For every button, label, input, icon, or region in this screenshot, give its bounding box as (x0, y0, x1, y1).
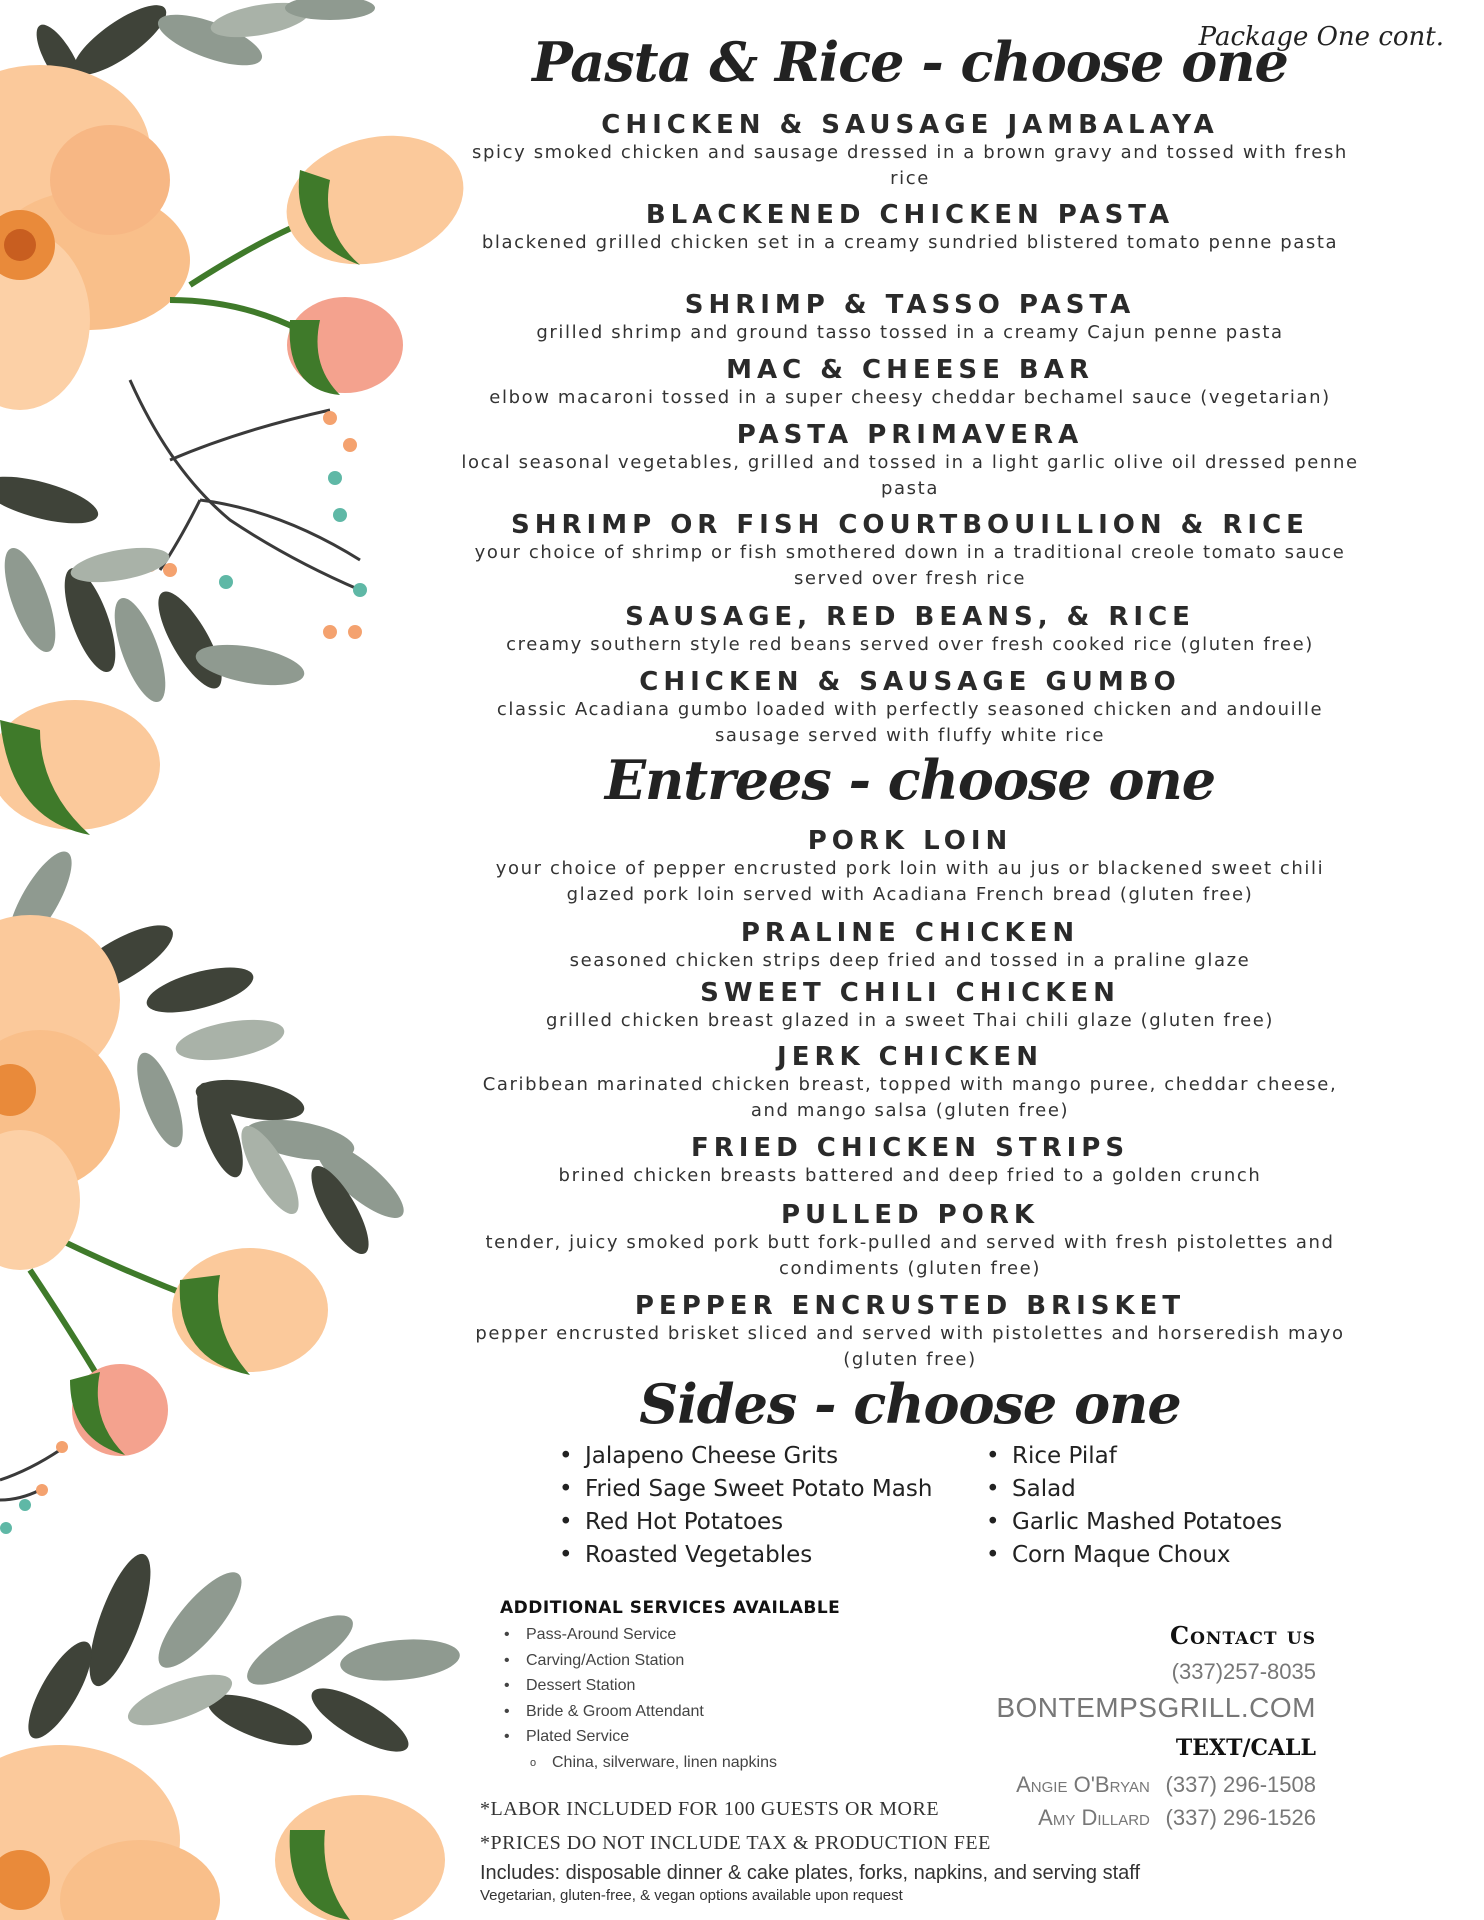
service-item: • Dessert Station (526, 1673, 920, 1699)
sides-column-left (555, 1440, 932, 1572)
side-item: • Rice Pilaf (982, 1440, 1282, 1473)
item-name: CHICKEN & SAUSAGE JAMBALAYA (601, 110, 1219, 140)
menu-item (410, 200, 1410, 256)
sides-column-right (982, 1440, 1282, 1572)
item-name: JERK CHICKEN (777, 1042, 1043, 1072)
menu-item (410, 1133, 1410, 1189)
package-note: Package One cont. (1198, 22, 1444, 52)
item-name: SWEET CHILI CHICKEN (700, 978, 1120, 1008)
additional-services-title: ADDITIONAL SERVICES AVAILABLE (500, 1598, 841, 1618)
item-description: seasoned chicken strips deep fried and tossed in a praline glaze (569, 950, 1251, 971)
item-name: SHRIMP & TASSO PASTA (684, 290, 1136, 320)
item-description: pepper encrusted brisket sliced and served with pistolettes and horseredish mayo (gluten free) (475, 1323, 1345, 1370)
additional-services (500, 1598, 920, 1775)
labor-note: *LABOR INCLUDED FOR 100 GUESTS OR MORE (480, 1798, 940, 1820)
item-description: Caribbean marinated chicken breast, topped with mango puree, cheddar cheese, and mango salsa (gluten free) (482, 1074, 1338, 1121)
leaf-cluster-mid (0, 467, 307, 708)
menu-item (410, 667, 1410, 749)
item-name: SHRIMP OR FISH COURTBOUILLION & RICE (511, 510, 1309, 540)
sides-list (555, 1440, 1355, 1580)
item-name: PEPPER ENCRUSTED BRISKET (634, 1291, 1186, 1321)
item-name: PRALINE CHICKEN (740, 918, 1080, 948)
bud-lower (172, 1248, 328, 1375)
berry-twigs-lower (0, 1450, 60, 1500)
menu-item (410, 290, 1410, 346)
contact-person-name: Amy Dillard (1038, 1805, 1150, 1830)
menu-item (410, 602, 1410, 658)
section-heading-entrees: Entrees - choose one (604, 748, 1216, 812)
side-item: • Fried Sage Sweet Potato Mash (555, 1473, 932, 1506)
service-sub-item: o China, silverware, linen napkins (526, 1750, 920, 1776)
item-name: PORK LOIN (807, 826, 1013, 856)
side-item: • Salad (982, 1473, 1282, 1506)
item-description: grilled chicken breast glazed in a sweet Thai chili glaze (gluten free) (545, 1010, 1275, 1031)
additional-services-list (500, 1622, 920, 1775)
contact-title: Contact us (1170, 1621, 1316, 1650)
flower-large-middle (0, 915, 120, 1270)
item-name: PASTA PRIMAVERA (736, 420, 1084, 450)
item-name: PULLED PORK (780, 1200, 1040, 1230)
item-description: tender, juicy smoked pork butt fork-pulled and served with fresh pistolettes and condiments (gluten free) (485, 1232, 1335, 1279)
contact-person (956, 1801, 1316, 1834)
dietary-note: Vegetarian, gluten-free, & vegan options available upon request (480, 1887, 903, 1904)
menu-item (410, 1200, 1410, 1282)
prices-note: *PRICES DO NOT INCLUDE TAX & PRODUCTION FEE (480, 1832, 991, 1854)
menu-item (410, 510, 1410, 592)
menu-item (410, 918, 1410, 974)
menu-item (410, 420, 1410, 502)
berries-lower (0, 1441, 68, 1534)
item-name: FRIED CHICKEN STRIPS (690, 1133, 1130, 1163)
menu-item (410, 1042, 1410, 1124)
side-item: • Red Hot Potatoes (555, 1506, 932, 1539)
service-item: • Bride & Groom Attendant (526, 1699, 920, 1725)
item-description: spicy smoked chicken and sausage dressed in a brown gravy and tossed with fresh rice (472, 142, 1348, 189)
item-description: brined chicken breasts battered and deep fried to a golden crunch (558, 1165, 1262, 1186)
contact-person (956, 1768, 1316, 1801)
includes-note: Includes: disposable dinner & cake plates, forks, napkins, and serving staff (480, 1862, 1141, 1884)
side-item: • Garlic Mashed Potatoes (982, 1506, 1282, 1539)
menu-item (410, 826, 1410, 908)
item-description: elbow macaroni tossed in a super cheesy cheddar bechamel sauce (vegetarian) (489, 387, 1331, 408)
item-description: blackened grilled chicken set in a creamy sundried blistered tomato penne pasta (481, 232, 1339, 253)
contact-website[interactable]: BONTEMPSGRILL.COM (996, 1692, 1316, 1723)
item-description: creamy southern style red beans served over fresh cooked rice (gluten free) (506, 634, 1314, 655)
service-item: • Plated Service (526, 1724, 920, 1750)
contact-block (956, 1618, 1316, 1834)
flower-large-bottom (0, 1745, 220, 1920)
item-description: your choice of shrimp or fish smothered down in a traditional creole tomato sauce served over fresh rice (474, 542, 1346, 589)
item-name: MAC & CHEESE BAR (726, 355, 1094, 385)
contact-person-phone[interactable]: (337) 296-1526 (1165, 1805, 1316, 1830)
menu-item (410, 978, 1410, 1034)
item-name: CHICKEN & SAUSAGE GUMBO (639, 667, 1181, 697)
text-call-label: TEXT/CALL (1175, 1735, 1316, 1761)
service-item: • Pass-Around Service (526, 1622, 920, 1648)
bud-pink-top (287, 297, 403, 395)
side-item: • Jalapeno Cheese Grits (555, 1440, 932, 1473)
contact-person-phone[interactable]: (337) 296-1508 (1165, 1772, 1316, 1797)
item-name: BLACKENED CHICKEN PASTA (645, 200, 1175, 230)
bud-pink-lower (70, 1364, 168, 1456)
menu-item (410, 1291, 1410, 1373)
service-item: • Carving/Action Station (526, 1648, 920, 1674)
bud-mid-left (0, 700, 160, 835)
item-description: classic Acadiana gumbo loaded with perfectly seasoned chicken and andouille sausage served with fluffy white rice (496, 699, 1324, 746)
section-heading-sides: Sides - choose one (639, 1372, 1181, 1436)
contact-person-name: Angie O'Bryan (1016, 1772, 1150, 1797)
bud-bottom (275, 1795, 445, 1920)
contact-phone[interactable]: (337)257-8035 (1171, 1659, 1316, 1684)
item-name: SAUSAGE, RED BEANS, & RICE (625, 602, 1195, 632)
item-description: grilled shrimp and ground tasso tossed in a creamy Cajun penne pasta (536, 322, 1284, 343)
section-heading-pasta: Pasta & Rice - choose one (532, 30, 1288, 94)
side-item: • Roasted Vegetables (555, 1539, 932, 1572)
leaf-cluster-bottom (17, 1547, 462, 1763)
menu-item (410, 110, 1410, 192)
item-description: your choice of pepper encrusted pork loin with au jus or blackened sweet chili glazed pork loin served with Acadiana French bread (gluten free) (495, 858, 1325, 905)
item-description: local seasonal vegetables, grilled and tossed in a light garlic olive oil dressed penne pasta (461, 452, 1359, 499)
floral-decoration (0, 0, 480, 1920)
side-item: • Corn Maque Choux (982, 1539, 1282, 1572)
flower-large-top (0, 65, 190, 410)
menu-item (410, 355, 1410, 411)
